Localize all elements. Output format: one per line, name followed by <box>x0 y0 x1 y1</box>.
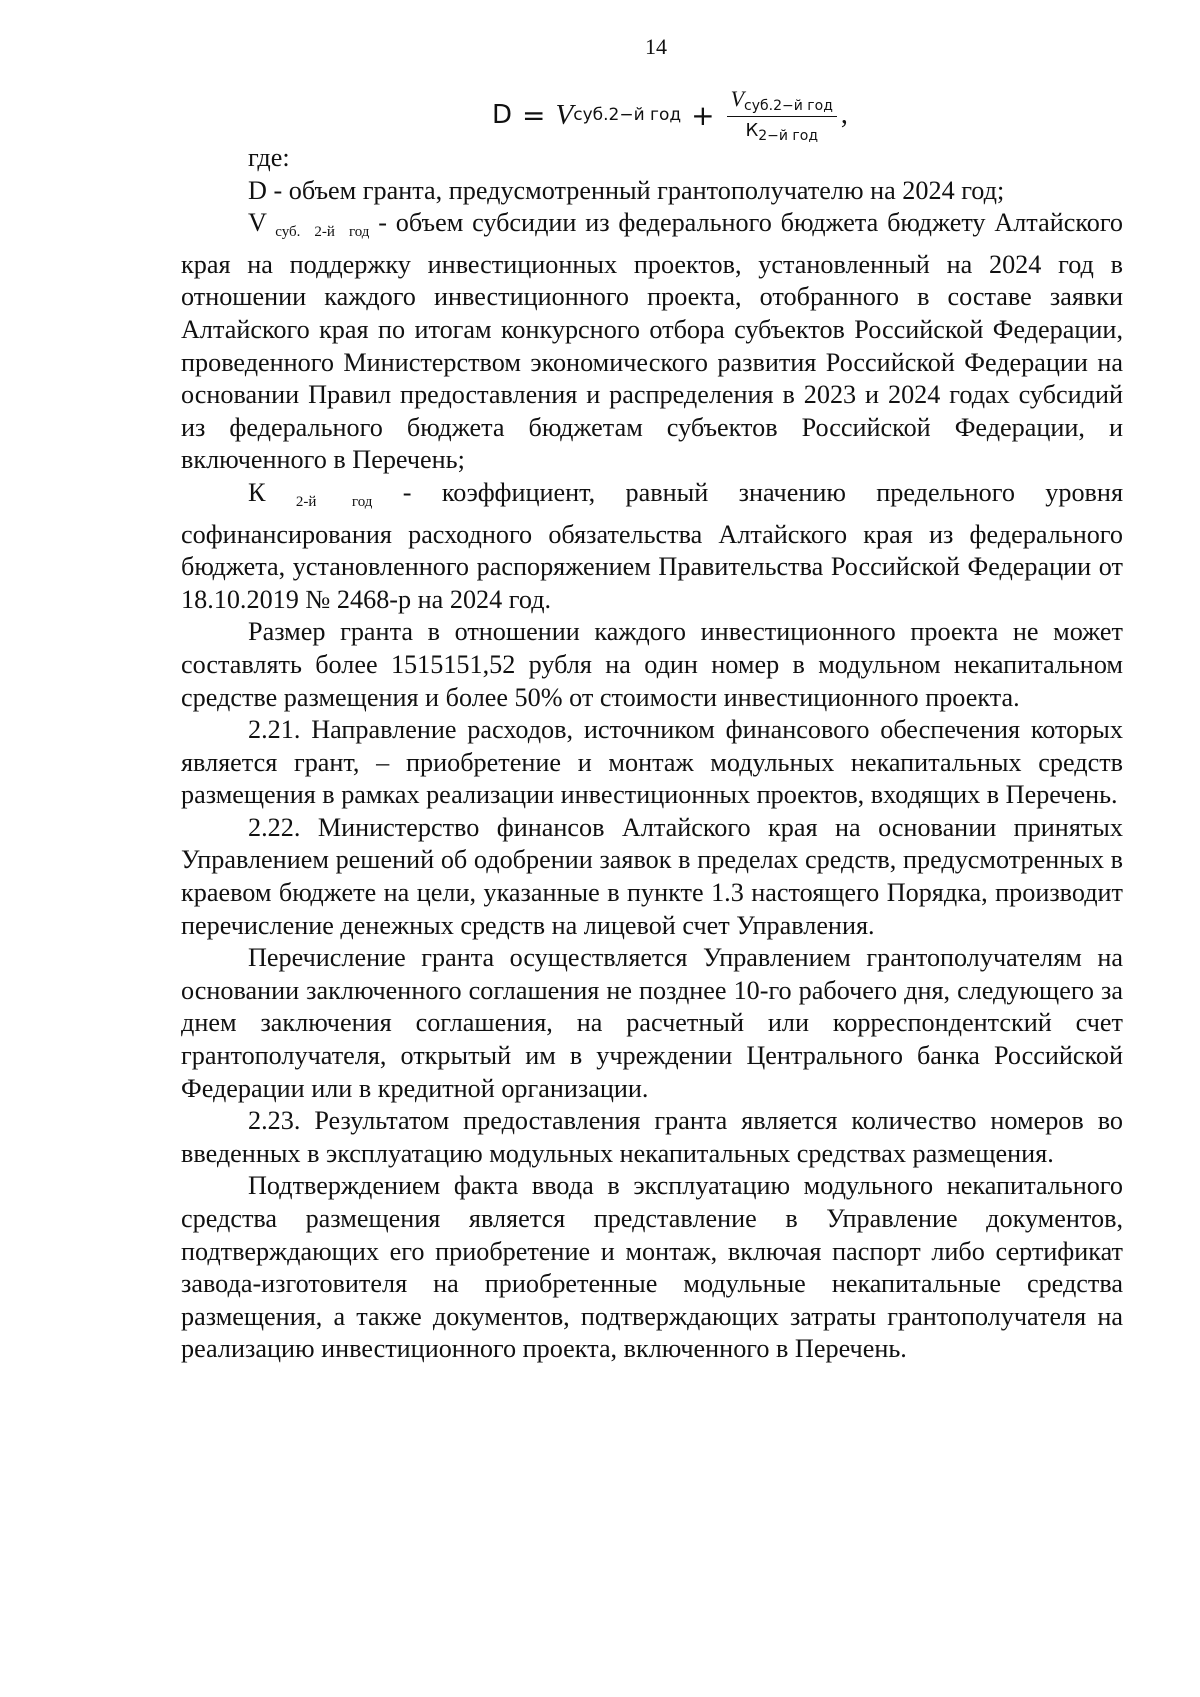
paragraph-confirmation: Подтверждением факта ввода в эксплуатацию модульного некапитального средства размещения является представление в Управление документов, подтверждающих его приобретение и монтаж, включая паспорт либо сертификат завода-изготовителя на приобретенные модульные некапитальные средства размещения, а также документов, подтверждающих затраты грантополучателя на реализацию инвестиционного проекта, включенного в Перечень. <box>181 1171 1123 1364</box>
definition-symbol: К <box>248 477 266 507</box>
paragraph-2-23: 2.23. Результатом предоставления гранта является количество номеров во введенных в эксплуатацию модульных некапитальных средствах размещения. <box>181 1106 1123 1168</box>
paragraph-2-21: 2.21. Направление расходов, источником финансового обеспечения которых является грант, – приобретение и монтаж модульных некапитальных средств размещения в рамках реализации инвестиционных проектов, входящих в Перечень. <box>181 715 1123 810</box>
fraction-numerator <box>727 86 837 117</box>
grant-formula <box>492 80 848 150</box>
document-body <box>181 142 1123 1366</box>
where-label: где: <box>248 143 290 172</box>
paragraph-2-22: 2.22. Министерство финансов Алтайского края на основании принятых Управлением решений об одобрении заявок в пределах средств, предусмотренных в краевом бюджете на цели, указанные в пункте 1.3 настоящего Порядка, производит перечисление денежных средств на лицевой счет Управления. <box>181 812 1123 940</box>
numerator-sub: суб.2−й год <box>744 98 833 114</box>
definition-d <box>181 175 1123 208</box>
formula-fraction <box>727 86 837 144</box>
definition-k <box>181 477 1123 616</box>
definition-subscript: 2-й год <box>295 493 373 510</box>
formula-comma: , <box>840 99 848 130</box>
formula-equals: = <box>522 98 546 132</box>
formula-plus: + <box>691 98 715 132</box>
fraction-denominator <box>741 117 822 144</box>
definition-v <box>181 207 1123 477</box>
formula-term1-var: V <box>555 98 574 131</box>
definition-symbol: D <box>248 175 267 205</box>
formula-term1-sub: суб.2−й год <box>573 105 682 125</box>
numerator-var: V <box>730 86 745 111</box>
paragraph-grant-transfer: Перечисление гранта осуществляется Управлением грантополучателям на основании заключенного соглашения не позднее 10-го рабочего дня, следующего за днем заключения соглашения, на расчетный или корреспондентский счет грантополучателя, открытый им в учреждении Центрального банка Российской Федерации или в кредитной организации. <box>181 943 1123 1103</box>
page-number: 14 <box>645 34 667 59</box>
denominator-sub: 2−й год <box>758 128 819 144</box>
definition-text: - объем гранта, предусмотренный грантополучателю на 2024 год; <box>266 175 1005 205</box>
definition-symbol: V <box>248 208 267 238</box>
definition-text: - коэффициент, равный значению предельного уровня софинансирования расходного обязательства Алтайского края из федерального бюджета, установленного распоряжением Правительства Российской Федерации от 18.10.2019 № 2468-р на 2024 год. <box>181 477 1123 614</box>
denominator-var: К <box>745 120 759 141</box>
definition-text: - объем субсидии из федерального бюджета бюджету Алтайского края на поддержку инвестиционных проектов, установленный на 2024 год в отношении каждого инвестиционного проекта, отобранного в составе заявки Алтайского края по итогам конкурсного отбора субъектов Российской Федерации, проведенного Министерством экономического развития Российской Федерации на основании Правил предоставления и распределения в 2023 и 2024 годах субсидий из федерального бюджета бюджетам субъектов Российской Федерации, и включенного в Перечень; <box>181 208 1124 475</box>
definition-subscript: суб. 2-й год <box>275 224 370 241</box>
paragraph-grant-limit: Размер гранта в отношении каждого инвестиционного проекта не может составлять более 1515151,52 рубля на один номер в модульном некапитальном средстве размещения и более 50% от стоимости инвестиционного проекта. <box>181 617 1123 712</box>
formula-lhs: D <box>492 100 513 130</box>
